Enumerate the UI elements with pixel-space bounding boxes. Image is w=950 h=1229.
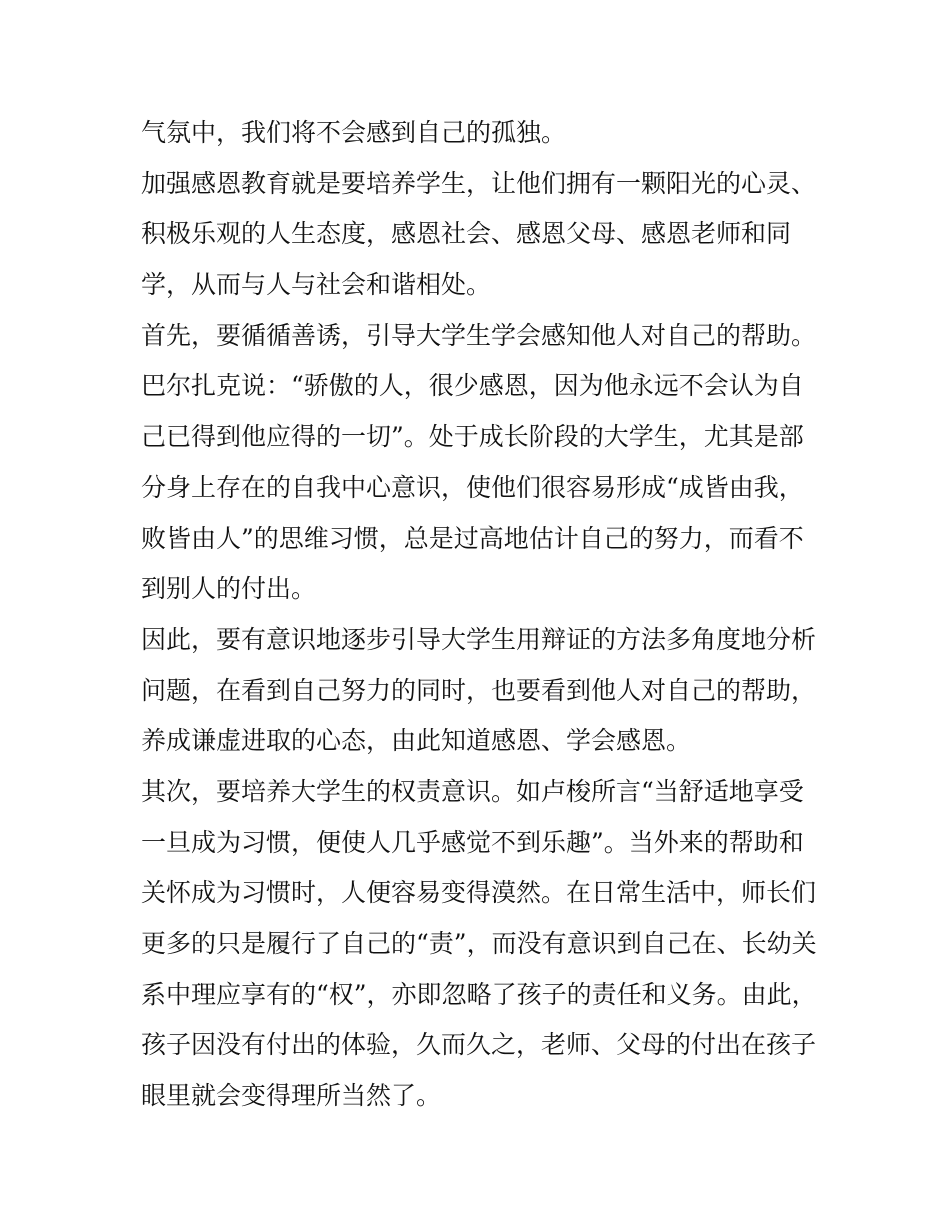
text-line: 己已得到他应得的一切”。处于成长阶段的大学生，尤其是部	[141, 422, 804, 452]
text-line: 加强感恩教育就是要培养学生，让他们拥有一颗阳光的心灵、	[141, 168, 817, 198]
body-text	[141, 108, 831, 1122]
text-line: 积极乐观的人生态度，感恩社会、感恩父母、感恩老师和同	[141, 219, 792, 249]
text-line: 关怀成为习惯时，人便容易变得漠然。在日常生活中，师长们	[141, 878, 817, 908]
text-line: 败皆由人”的思维习惯，总是过高地估计自己的努力，而看不	[141, 523, 804, 553]
text-line: 一旦成为习惯，便使人几乎感觉不到乐趣”。当外来的帮助和	[141, 827, 804, 857]
text-line: 巴尔扎克说：“骄傲的人，很少感恩，因为他永远不会认为自	[141, 371, 804, 401]
text-line: 系中理应享有的“权”，亦即忽略了孩子的责任和义务。由此，	[141, 979, 817, 1009]
text-line: 到别人的付出。	[141, 574, 317, 604]
text-line: 问题，在看到自己努力的同时，也要看到他人对自己的帮助，	[141, 675, 817, 705]
text-line: 气氛中，我们将不会感到自己的孤独。	[141, 118, 567, 147]
text-line: 学，从而与人与社会和谐相处。	[141, 270, 492, 300]
text-line: 眼里就会变得理所当然了。	[141, 1081, 442, 1111]
text-line: 分身上存在的自我中心意识，使他们很容易形成“成皆由我，	[141, 472, 804, 502]
text-line: 因此，要有意识地逐步引导大学生用辩证的方法多角度地分析	[141, 624, 817, 654]
text-line: 养成谦虚进取的心态，由此知道感恩、学会感恩。	[141, 726, 692, 756]
text-line: 其次，要培养大学生的权责意识。如卢梭所言“当舒适地享受	[141, 776, 804, 806]
text-line: 更多的只是履行了自己的“责”，而没有意识到自己在、长幼关	[141, 929, 817, 958]
text-line: 首先，要循循善诱，引导大学生学会感知他人对自己的帮助。	[141, 320, 817, 350]
text-line: 孩子因没有付出的体验，久而久之，老师、父母的付出在孩子	[141, 1030, 817, 1060]
